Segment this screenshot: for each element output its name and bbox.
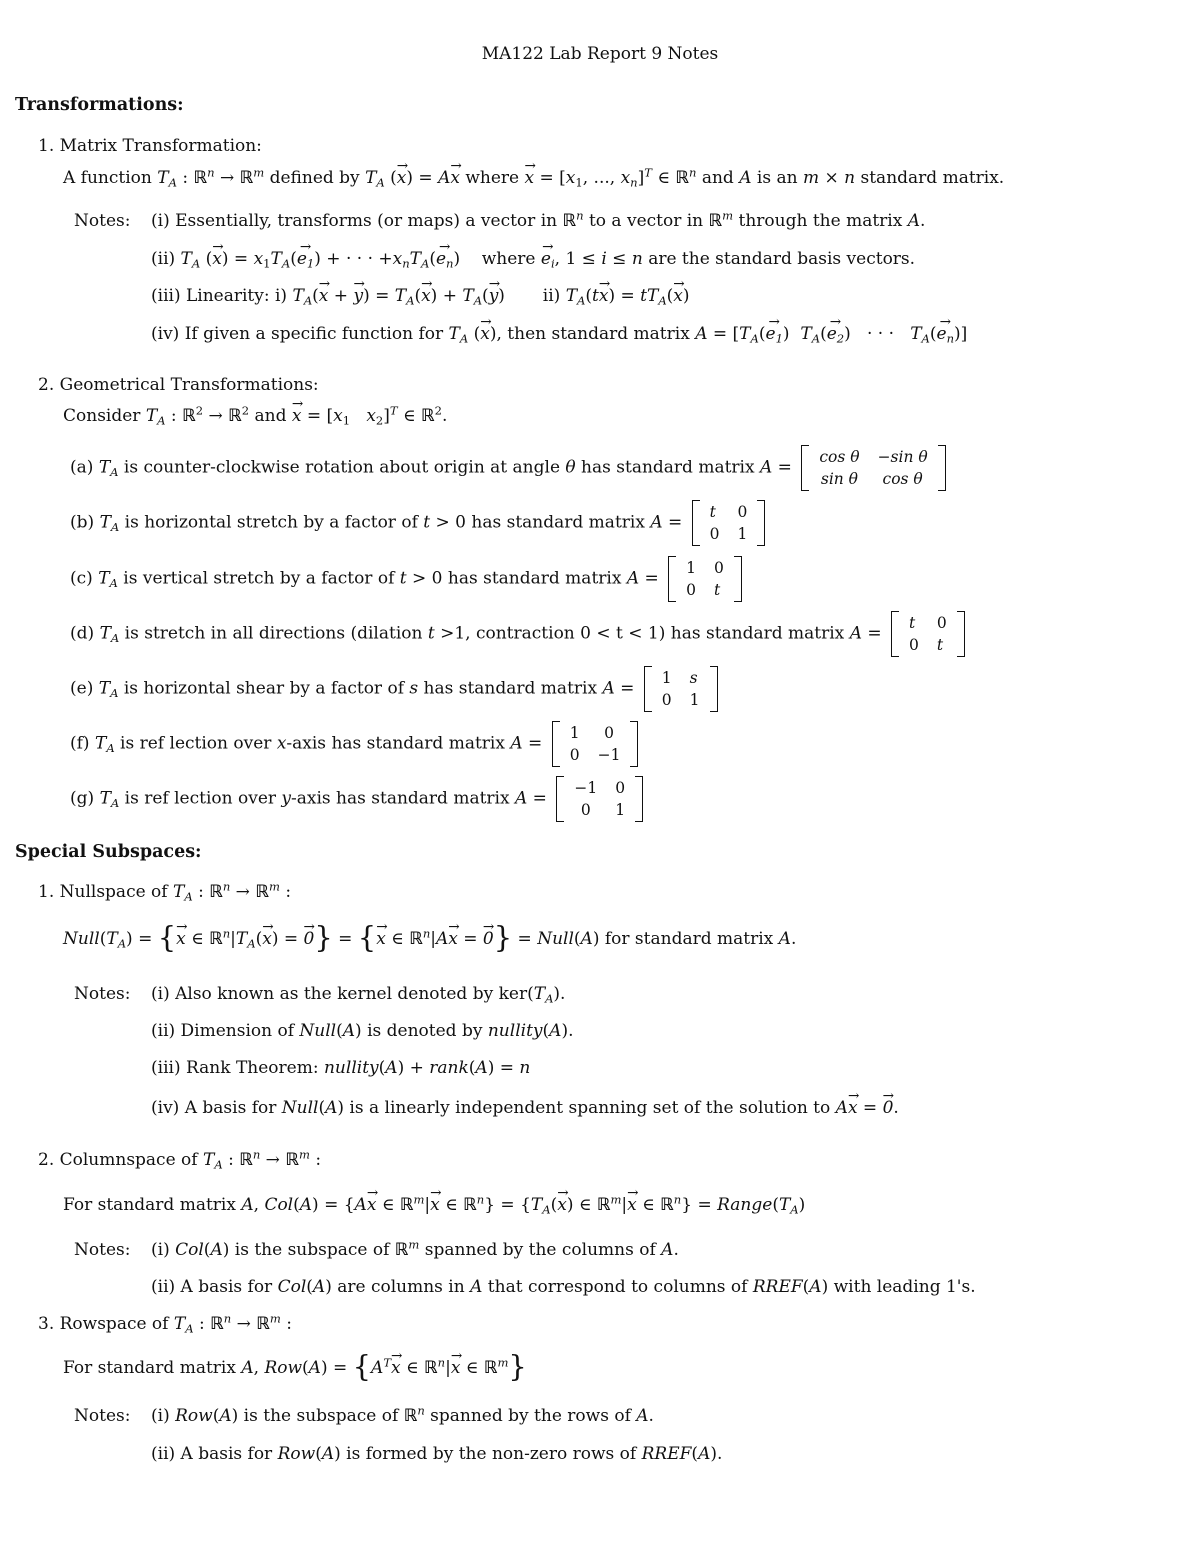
note-linear-combination: (ii) $T_A$ (→ $x) = x_1T_A(\to e_1)$ + · · · $+x_nT_A(\to e_n)$ where → $e_i$, 1 ≤ i ≤ n are the standard basis vectors. [151, 249, 915, 269]
null-note-basis: (iv) A basis for Null(A) is a linearly independent spanning set of the solution to A→ x = → 0. [151, 1098, 899, 1118]
item-columnspace-heading: 2. Columnspace of $T_A$ : ℝ$^n$ → ℝ$^m$ : [38, 1147, 322, 1172]
notes-label: Notes: [74, 984, 131, 1004]
row-note-basis: (ii) A basis for Row(A) is formed by the non-zero rows of RREF(A). [151, 1444, 723, 1464]
geometric-consider: Consider $T_A$ : ℝ$^2$ → ℝ$^2$ and → $x = [x_1$ $x_2]^T$ ∈ ℝ$^2$. [63, 406, 447, 426]
matrix-transformation-definition: A function $T_A$ : ℝ$^n$ → ℝ$^m$ defined by $T_A$ (→ x) = A→ x where → $x = [x_1$, ..., $x_n]^T$ ∈ ℝ$^n$ and A is an m × n standard matrix. [63, 168, 1004, 188]
note-linearity: (iii) Linearity: i) $T_A(\to x$ + → $y) = T_A(\to x) + T_A(\to y)$ ii) $T_A(t\to x) = tT_A(\to x)$ [151, 286, 690, 306]
shear-matrix: 1 s 0 1 [644, 666, 718, 712]
note-standard-matrix: (iv) If given a specific function for $T_A$ (→ x), then standard matrix $A = [T_A(\to e_1)$ $T_A(\to e_2)$ · · · $T_A(\to e_n)$] [151, 324, 967, 344]
col-note-subspace: (i) Col(A) is the subspace of ℝ$^m$ spanned by the columns of A. [151, 1237, 679, 1260]
section-heading-special-subspaces: Special Subspaces: [15, 842, 202, 862]
null-note-rank-theorem: (iii) Rank Theorem: nullity(A) + rank(A) = n [151, 1058, 531, 1078]
geo-row-vertical-stretch: (c) $T_A$ is vertical stretch by a factor of t > 0 has standard matrix A = 1 0 0 t [70, 556, 742, 602]
item-nullspace-heading: 1. Nullspace of $T_A$ : ℝ$^n$ → ℝ$^m$ : [38, 879, 292, 904]
null-note-nullity: (ii) Dimension of Null(A) is denoted by nullity(A). [151, 1021, 574, 1041]
columnspace-definition: For standard matrix A, Col(A) = {A→ x ∈ ℝ$^m$|→ x ∈ ℝ$^n$} = {$T_A(\to x)$ ∈ ℝ$^m$|→ x ∈ ℝ$^n$} = $Range(T_A)$ [63, 1195, 805, 1215]
item-geometrical-transformations-heading: 2. Geometrical Transformations: [38, 375, 319, 395]
item-rowspace-heading: 3. Rowspace of $T_A$ : ℝ$^n$ → ℝ$^m$ : [38, 1311, 292, 1336]
geo-row-horizontal-stretch: (b) $T_A$ is horizontal stretch by a factor of t > 0 has standard matrix A = t 0 0 1 [70, 500, 765, 546]
col-note-basis: (ii) A basis for Col(A) are columns in A that correspond to columns of RREF(A) with leading 1's. [151, 1277, 976, 1297]
vertical-stretch-matrix: 1 0 0 t [668, 556, 742, 602]
section-heading-transformations: Transformations: [15, 95, 184, 115]
notes-label: Notes: [74, 1406, 131, 1426]
nullspace-definition: $Null(T_A)$ = {→ x ∈ $ℝ^n|T_A(\to x)$ = → 0} = {→ x ∈ ℝ$^n$|A→ x = → 0} = Null(A) for standard matrix A. [63, 929, 796, 949]
rowspace-definition: For standard matrix A, $Row(A) = \{A^T\to x$ ∈ ℝ$^n$|→ x ∈ ℝ$^m$} [63, 1358, 527, 1378]
note-essentially: (i) Essentially, transforms (or maps) a vector in ℝ$^n$ to a vector in ℝ$^m$ through the matrix A. [151, 208, 926, 231]
geo-row-reflection-y: (g) $T_A$ is ref lection over y-axis has standard matrix A = −1 0 0 1 [70, 776, 643, 822]
notes-label: Notes: [74, 211, 131, 231]
geo-row-shear: (e) $T_A$ is horizontal shear by a factor of s has standard matrix A = 1 s 0 1 [70, 666, 718, 712]
horizontal-stretch-matrix: t 0 0 1 [692, 500, 766, 546]
dilation-matrix: t 0 0 t [891, 611, 965, 657]
reflection-y-matrix: −1 0 0 1 [556, 776, 643, 822]
notes-label: Notes: [74, 1240, 131, 1260]
page-title: MA122 Lab Report 9 Notes [481, 44, 719, 64]
geo-row-rotation: (a) $T_A$ is counter-clockwise rotation about origin at angle θ has standard matrix A = cos θ −sin θ sin θ cos θ [70, 445, 946, 491]
item-matrix-transformation-heading: 1. Matrix Transformation: [38, 136, 262, 156]
reflection-x-matrix: 1 0 0 −1 [552, 721, 639, 767]
null-note-kernel: (i) Also known as the kernel denoted by $ker(T_A)$. [151, 984, 566, 1006]
row-note-subspace: (i) Row(A) is the subspace of ℝ$^n$ spanned by the rows of A. [151, 1403, 654, 1426]
geo-row-dilation: (d) $T_A$ is stretch in all directions (dilation t >1, contraction 0 < t < 1) has standard matrix A = t 0 0 t [70, 611, 965, 657]
rotation-matrix: cos θ −sin θ sin θ cos θ [801, 445, 945, 491]
geo-row-reflection-x: (f) $T_A$ is ref lection over x-axis has standard matrix A = 1 0 0 −1 [70, 721, 638, 767]
